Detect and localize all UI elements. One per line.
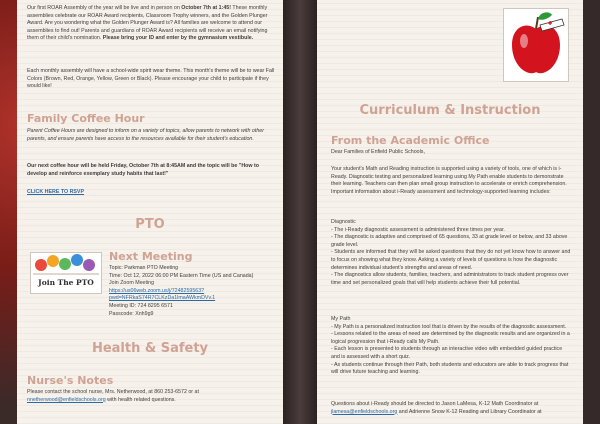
newsletter-page-right (317, 0, 583, 424)
mypath-item: - As students continue through their Path, both students and educators are able to track progress that will drive future teaching and learning. (331, 361, 569, 376)
meeting-join: Join Zoom Meeting (109, 280, 155, 287)
rsvp-link[interactable]: CLICK HERE TO RSVP (27, 189, 84, 195)
page-gutter (283, 0, 317, 424)
coffee-hour-description: Parent Coffee Hours are designed to inform on a variety of topics, allow parents to network with other parents, and ensure parents have access to the resources available for their student's education. (27, 128, 265, 142)
meeting-topic: Topic: Parkman PTO Meeting (109, 265, 179, 271)
nurse-email-link[interactable]: nnetherwood@enfieldschools.org (27, 396, 106, 403)
questions-paragraph: Questions about i-Ready should be directed to Jason LaMesa, K-12 Math Coordinator at jlamesa@enfieldschools.org and Adrienne Snow K-12 Reading and Library Coordinator at (331, 401, 542, 415)
pto-logo-text: Join The PTO (38, 278, 94, 287)
math-coordinator-email-link[interactable]: jlamesa@enfieldschools.org (331, 408, 398, 415)
spirit-wear-paragraph: Each monthly assembly will have a school-wide spirit wear theme. This month's theme will be to wear Fall Colors (Brown, Red, Orange, Yellow, Green or Black). Please encourage your child to participate if they would like! (27, 68, 275, 90)
health-safety-heading: Health & Safety (91, 341, 209, 356)
diagnostic-item: - The diagnostic is adaptive and comprised of 65 questions, 33 at grade level or below, and 33 above grade level. (331, 234, 568, 248)
diagnostic-heading: Diagnostic (331, 219, 356, 225)
pto-handprints-icon (31, 253, 101, 293)
diagnostic-item: - The i-Ready diagnostic assessment is administered three times per year. (331, 226, 505, 233)
mypath-item: - My Path is a personalized instruction tool that is driven by the results of the diagnostic assessment. (331, 323, 567, 330)
salutation: Dear Families of Enfield Public Schools, (331, 149, 425, 155)
nurse-notes-heading: Nurse's Notes (27, 374, 114, 387)
next-meeting-heading: Next Meeting (109, 250, 193, 263)
coffee-hour-heading: Family Coffee Hour (27, 112, 145, 125)
zoom-link-continued[interactable]: pwd=NFRkaS74R7CLKzDa1lmaAWkmDVv.1 (109, 295, 216, 302)
mypath-section (331, 316, 571, 377)
meeting-time: Time: Oct 12, 2022 06:00 PM Eastern Time (US and Canada) (109, 272, 254, 279)
apple-logo (503, 8, 569, 82)
meeting-passcode: Passcode: Xnh9g9 (109, 310, 154, 317)
pto-logo (30, 252, 102, 294)
meeting-details (109, 265, 279, 318)
assembly-paragraph: Our first ROAR Assembly of the year will be live and in person on October 7th at 1:45! These monthly assemblies celebrate our ROAR Award recipients, Classroom Trophy winners, and the Golden Plunger Award. Are you wondering what the Golden Plunger Award is? All families are welcome to attend our assemblies to find out! Parents and guardians of ROAR Award recipients will receive an email notifying them of their child's nomination. Please bring your ID and enter by the gymnasium vestibule. (27, 5, 268, 42)
apple-logo-icon (504, 9, 568, 81)
diagnostic-section (331, 219, 571, 287)
diagnostic-item: - The diagnostics allow students, families, teachers, and administrators to track student progress over time and set personalized goals that will help students achieve their full potential. (331, 272, 569, 286)
iready-intro: Your student's Math and Reading instruction is supported using a variety of tools, one of which is i-Ready. Diagnostic testing and personalized learning using My Path enable students to demonstrate their learning. Teachers can then plan small group instruction to accelerate or enrich comprehension. Important information about i-Ready assessment and technology-supported learning includes: (331, 166, 567, 195)
meeting-id: Meeting ID: 724 8295 6571 (109, 302, 173, 309)
mypath-item: - Lessons related to the areas of need are determined by the diagnostic results and are organized in a logical progression that i-Ready calls My Path. (331, 331, 570, 345)
pto-heading: PTO (135, 217, 165, 232)
academic-office-heading: From the Academic Office (331, 134, 490, 147)
coffee-hour-next: Our next coffee hour will be held Friday, October 7th at 8:45AM and the topic will be "How to develop and reinforce exemplary study habits that last!" (27, 163, 259, 177)
diagnostic-item: - Students are informed that they will be asked questions that they do not yet know how to answer and to focus on showing what they know. Asking a variety of levels of questions is how the diagnostic determines individual student's strengths and areas of need. (331, 249, 571, 271)
curriculum-heading: Curriculum & Instruction (359, 103, 541, 118)
mypath-heading: My Path (331, 316, 351, 322)
newsletter-page-left (17, 0, 283, 424)
nurse-notes-paragraph: Please contact the school nurse, Mrs. Netherwood, at 860 253-6572 or at nnetherwood@enfieldschools.org with health related questions. (27, 389, 199, 403)
mypath-item: - Each lesson is presented to students through an interactive video with embedded guided practice and is assessed with a short quiz. (331, 346, 563, 360)
zoom-link[interactable]: https://us06web.zoom.us/j/7248259563? (109, 287, 205, 294)
